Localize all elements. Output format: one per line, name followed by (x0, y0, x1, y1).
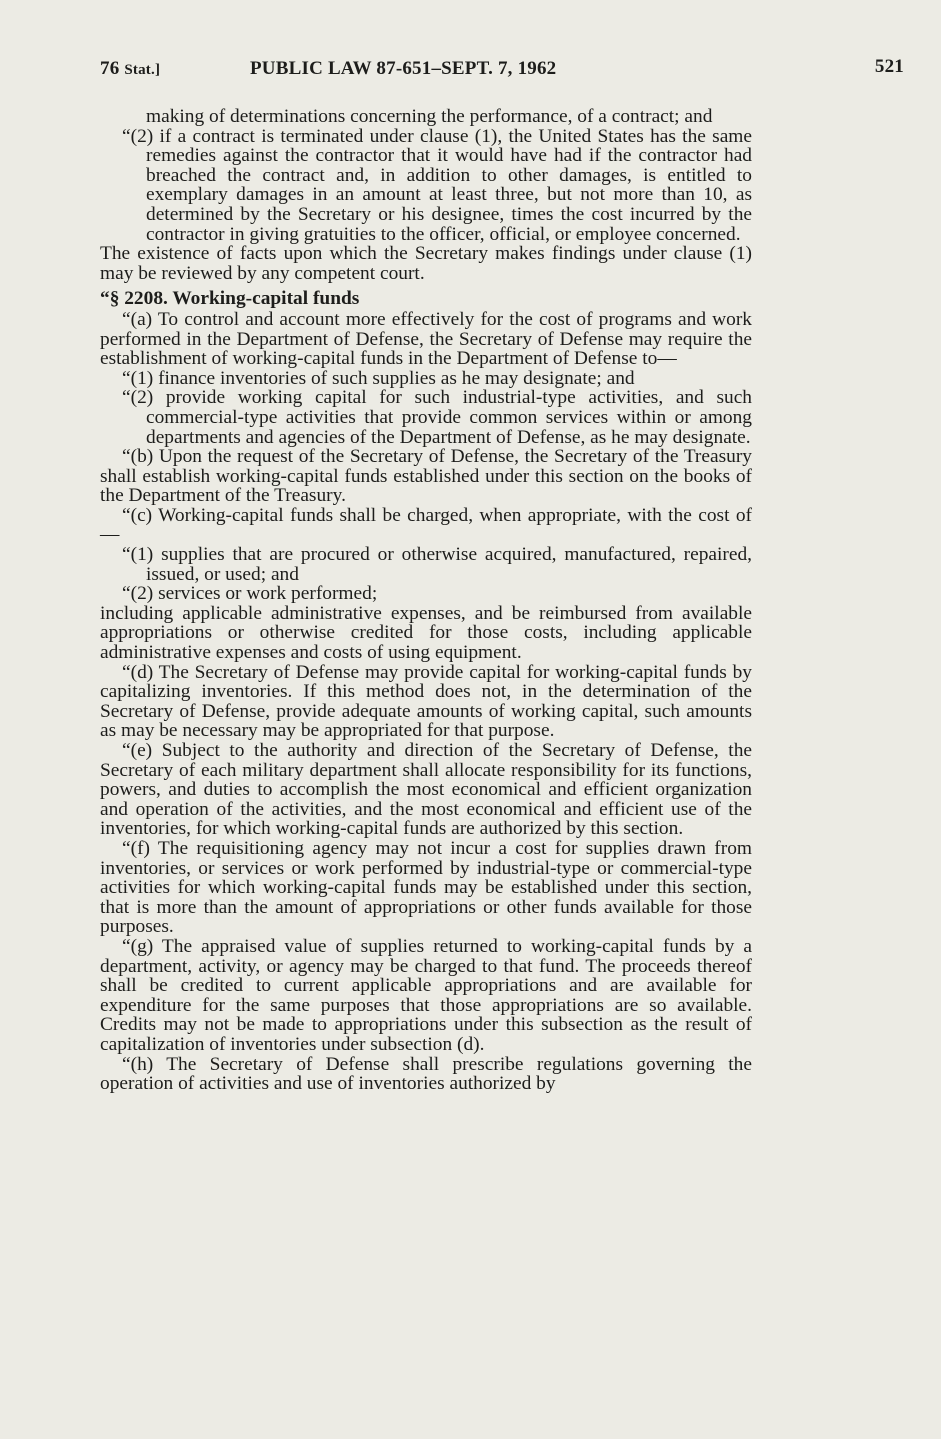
running-header (100, 52, 904, 82)
paragraph: “(e) Subject to the authority and direction of the Secretary of Defense, the Secretary of each military department shall allocate responsibility for its functions, powers, and duties to accomplish the most economical and efficient organization and operation of the activities, and the most economical and efficient use of the inventories, for which working-capital funds are authorized by this section. (100, 740, 752, 840)
paragraph: “(2) if a contract is terminated under clause (1), the United States has the same remedies against the contractor that it would have had if the contractor had breached the contract and, in addition to other damages, is entitled to exemplary damages in an amount at least three, but not more than 10, as determined by the Secretary or his designee, times the cost incurred by the contractor in giving gratuities to the officer, official, or employee concerned. (122, 125, 752, 245)
section-heading: “§ 2208. Working-capital funds (100, 288, 360, 310)
volume-abbr: Stat.] (124, 62, 161, 78)
paragraph: “(2) provide working capital for such industrial-type activities, and such commercial-type activities that provide common services within or among departments and agencies of the Department of Defense, as he may designate. (122, 387, 752, 448)
paragraph: The existence of facts upon which the Secretary makes findings under clause (1) may be reviewed by any competent court. (100, 243, 752, 284)
paragraph: “(a) To control and account more effectively for the cost of programs and work performed in the Department of Defense, the Secretary of Defense may require the establishment of working-capital funds in the Department of Defense to— (100, 308, 752, 370)
paragraph: “(d) The Secretary of Defense may provide capital for working-capital funds by capitalizing inventories. If this method does not, in the determination of the Secretary of Defense, provide adequate amounts of working capital, such amounts as may be necessary may be appropriated for that purpose. (100, 661, 752, 742)
paragraph: including applicable administrative expenses, and be reimbursed from available appropriations or otherwise credited for those costs, including applicable administrative expenses and costs of using equipment. (100, 602, 752, 664)
paragraph: “(1) supplies that are procured or otherwise acquired, manufactured, repaired, issued, or used; and (122, 544, 752, 585)
paragraph: “(1) finance inventories of such supplies as he may designate; and (122, 367, 635, 389)
paragraph: making of determinations concerning the performance, of a contract; and (146, 106, 713, 127)
paragraph: “(2) services or work performed; (122, 583, 378, 605)
volume-citation (100, 58, 160, 80)
volume-number: 76 (100, 58, 120, 79)
law-title: PUBLIC LAW 87-651–SEPT. 7, 1962 (250, 58, 557, 79)
paragraph: “(f) The requisitioning agency may not incur a cost for supplies drawn from inventories, or services or work performed by industrial-type or commercial-type activities for which working-capital funds may be established under this section, that is more than the amount of appropriations or other funds available for those purposes. (100, 837, 752, 938)
paragraph: “(c) Working-capital funds shall be charged, when appropriate, with the cost of— (100, 504, 752, 546)
paragraph: “(h) The Secretary of Defense shall prescribe regulations governing the operation of activities and use of inventories authorized by (100, 1053, 752, 1095)
paragraph: “(b) Upon the request of the Secretary of Defense, the Secretary of the Treasury shall establish working-capital funds established under this section on the books of the Department of the Treasury. (100, 446, 752, 507)
page-number: 521 (874, 56, 904, 77)
document-body (100, 107, 752, 1094)
paragraph: “(g) The appraised value of supplies returned to working-capital funds by a department, activity, or agency may be charged to that fund. The proceeds thereof shall be credited to current applicable appropriations and are available for expenditure for the same purposes that those appropriations are so available. Credits may not be made to appropriations under this subsection as the result of capitalization of inventories under subsection (d). (100, 935, 752, 1055)
